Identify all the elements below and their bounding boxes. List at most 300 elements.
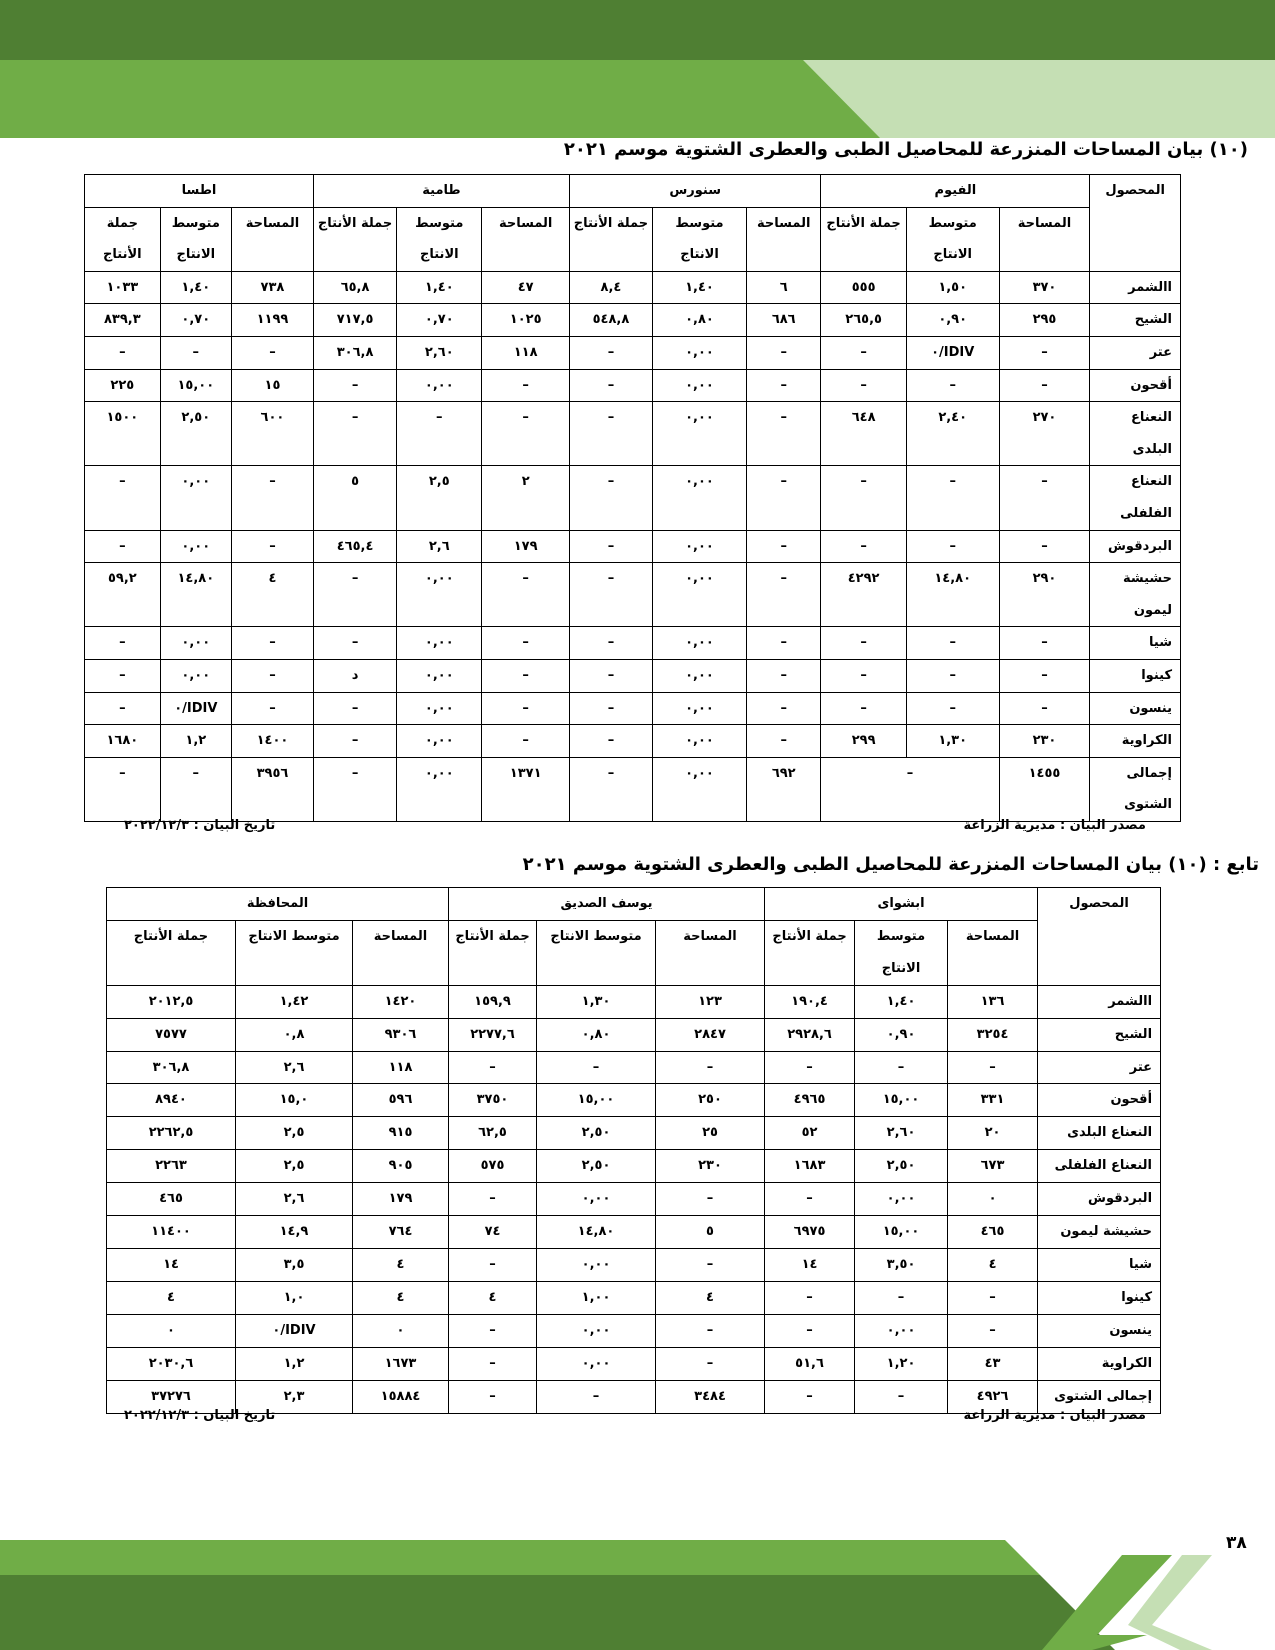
- table-cell-merged: –: [821, 757, 999, 821]
- table-cell: ٢,٦: [236, 1183, 353, 1216]
- table-row: [107, 985, 1161, 1018]
- table-cell: ٠,٠٠: [855, 1314, 948, 1347]
- table-cell: ٠,٠٠: [160, 659, 231, 692]
- table-cell: ٩٠٥: [353, 1150, 449, 1183]
- table-cell: ١٤,٨٠: [537, 1216, 656, 1249]
- table1: [84, 174, 1181, 822]
- table-cell: ٣٢٥٤: [948, 1018, 1038, 1051]
- table-cell: ٢: [482, 466, 569, 530]
- table-cell: –: [746, 402, 821, 466]
- table-row: [85, 530, 1181, 563]
- table2-subheader: متوسط الانتاج: [537, 920, 656, 985]
- table-cell: ٤٢٩٢: [821, 563, 906, 627]
- table-cell: –: [906, 530, 999, 563]
- table-cell: –: [85, 627, 161, 660]
- table-cell: –: [746, 530, 821, 563]
- table-cell: –: [313, 369, 396, 402]
- table-cell: ٦٧٣: [948, 1150, 1038, 1183]
- table2-subheader-row: [107, 920, 1161, 985]
- table-cell: ٢٢٦٢,٥: [107, 1117, 236, 1150]
- table-cell: ٠,٠٠: [653, 402, 747, 466]
- table-cell: ٢٢٦٣: [107, 1150, 236, 1183]
- table-cell: ٥٩٦: [353, 1084, 449, 1117]
- crop-name: الكراوية: [1090, 725, 1181, 758]
- crop-name: ينسون: [1090, 692, 1181, 725]
- table-row: [107, 1084, 1161, 1117]
- table-cell: ١,٣٠: [537, 985, 656, 1018]
- table2-crop-header: المحصول: [1038, 888, 1161, 986]
- table2-subheader: جملة الأنتاج: [449, 920, 537, 985]
- table-cell: ٢,٥٠: [855, 1150, 948, 1183]
- table-cell: ١٣٧١: [482, 757, 569, 821]
- crop-name: حشيشة ليمون: [1090, 563, 1181, 627]
- crop-name: ينسون: [1038, 1314, 1161, 1347]
- table-cell: –: [821, 336, 906, 369]
- table-cell: –: [765, 1051, 855, 1084]
- table-cell: ١٩٠,٤: [765, 985, 855, 1018]
- table-cell: –: [482, 659, 569, 692]
- table-cell: ١٦٨٠: [85, 725, 161, 758]
- table-cell: –: [821, 692, 906, 725]
- table-cell: ٢٢٥: [85, 369, 161, 402]
- table-cell: –: [313, 627, 396, 660]
- table-cell: ٠,٠٠: [397, 725, 482, 758]
- table-cell: ٠,٠٠: [653, 369, 747, 402]
- table-cell: –: [231, 336, 313, 369]
- table1-subheader: المساحة: [231, 207, 313, 271]
- table-cell: ٥٩,٢: [85, 563, 161, 627]
- table-cell: –: [160, 757, 231, 821]
- table-cell: ٥٥٥: [821, 271, 906, 304]
- crop-name: االشمر: [1090, 271, 1181, 304]
- table-cell: ٥٢: [765, 1117, 855, 1150]
- table-cell: ١٤,٨٠: [160, 563, 231, 627]
- table-cell: ٧٣٨: [231, 271, 313, 304]
- table-cell: –: [313, 402, 396, 466]
- table-row: [85, 692, 1181, 725]
- table-cell: –: [537, 1380, 656, 1413]
- table-cell: ٦٠٠: [231, 402, 313, 466]
- table-cell: ٢٧٠: [999, 402, 1090, 466]
- table-cell: –: [313, 757, 396, 821]
- table-cell: ٢٩٥: [999, 304, 1090, 337]
- table-cell: –: [746, 659, 821, 692]
- table-cell: ٦٤٨: [821, 402, 906, 466]
- table-row: [107, 1248, 1161, 1281]
- crop-name: أقحون: [1038, 1084, 1161, 1117]
- table1-subheader: متوسط الانتاج: [906, 207, 999, 271]
- table-cell: ١٥,٠٠: [855, 1216, 948, 1249]
- table-cell: ١,٥٠: [906, 271, 999, 304]
- table-cell: ٦٢,٥: [449, 1117, 537, 1150]
- table1-subheader: متوسط الانتاج: [397, 207, 482, 271]
- table-cell: –: [999, 466, 1090, 530]
- table-cell: ٣٧٠: [999, 271, 1090, 304]
- table1-subheader: جملة الأنتاج: [569, 207, 652, 271]
- table-cell: –: [999, 369, 1090, 402]
- table-cell: –: [569, 369, 652, 402]
- table-cell: ٢,٥٠: [537, 1117, 656, 1150]
- table-cell: ١,٢٠: [855, 1347, 948, 1380]
- table-cell: –: [821, 627, 906, 660]
- table-cell: –: [821, 530, 906, 563]
- table-cell: ٣,٥: [236, 1248, 353, 1281]
- table-cell: ٠,٧٠: [160, 304, 231, 337]
- table-cell: ٠,٨: [236, 1018, 353, 1051]
- table-cell: –: [537, 1051, 656, 1084]
- table-cell: ٤: [353, 1248, 449, 1281]
- table-cell: ٣٧٥٠: [449, 1084, 537, 1117]
- table-row: [107, 1281, 1161, 1314]
- table-cell: –: [746, 336, 821, 369]
- table-cell: ٠: [353, 1314, 449, 1347]
- table-cell: ٢٥: [656, 1117, 765, 1150]
- table-cell: ٠,٠٠: [653, 530, 747, 563]
- table-row: [85, 402, 1181, 466]
- table-cell: ٨٣٩,٣: [85, 304, 161, 337]
- table-cell: –: [999, 692, 1090, 725]
- table-cell: –: [397, 402, 482, 466]
- table1-region-tamiya: طامية: [313, 175, 569, 208]
- table2-date: تاريخ البيان : ٢٠٢٢/١٢/٣: [124, 1408, 276, 1423]
- table-cell: ٢,٥: [397, 466, 482, 530]
- table-cell: –: [906, 692, 999, 725]
- table-cell: ٠,٠٠: [160, 530, 231, 563]
- table-cell: ٤٩٢٦: [948, 1380, 1038, 1413]
- table-cell: –: [906, 466, 999, 530]
- crop-name: االشمر: [1038, 985, 1161, 1018]
- table-cell: –: [569, 563, 652, 627]
- table-cell: –: [821, 369, 906, 402]
- table-cell: –: [656, 1183, 765, 1216]
- table-cell: ١,٤٠: [653, 271, 747, 304]
- table-cell: ٠,٠٠: [653, 563, 747, 627]
- table-cell: –: [569, 692, 652, 725]
- table1-subheader: متوسط الانتاج: [160, 207, 231, 271]
- table-cell: –: [482, 369, 569, 402]
- table-cell: –: [746, 369, 821, 402]
- crop-name: شيا: [1090, 627, 1181, 660]
- table-cell: –: [999, 530, 1090, 563]
- table-cell: ٠,٠٠: [537, 1248, 656, 1281]
- table-cell: –: [313, 563, 396, 627]
- table-cell: ٣٠٦,٨: [313, 336, 396, 369]
- table-cell: ٠: [107, 1314, 236, 1347]
- table2-subheader: جملة الأنتاج: [107, 920, 236, 985]
- table2-region-yusuf-elseddik: يوسف الصديق: [449, 888, 765, 921]
- table-cell: –: [821, 466, 906, 530]
- table-cell: ٥٧٥: [449, 1150, 537, 1183]
- table-cell: ٣٠٦,٨: [107, 1051, 236, 1084]
- crop-name: عتر: [1090, 336, 1181, 369]
- table2-subheader: متوسط الانتاج: [236, 920, 353, 985]
- table-cell: –: [85, 466, 161, 530]
- table-cell: ١٤: [107, 1248, 236, 1281]
- table-row: [107, 1051, 1161, 1084]
- table-cell: ١٥٨٨٤: [353, 1380, 449, 1413]
- table-cell: ٧٥٧٧: [107, 1018, 236, 1051]
- table1-subheader: جملة الأنتاج: [85, 207, 161, 271]
- table-cell: –: [569, 659, 652, 692]
- table-cell: IDIV/٠: [160, 692, 231, 725]
- table-cell: ١,٢: [236, 1347, 353, 1380]
- table-cell: ١٥,٠٠: [160, 369, 231, 402]
- crop-name: كينوا: [1090, 659, 1181, 692]
- table-cell: ٣,٥٠: [855, 1248, 948, 1281]
- table-cell: ٢,٤٠: [906, 402, 999, 466]
- table-cell: ١٤٠٠: [231, 725, 313, 758]
- table-cell: ٢,٥٠: [537, 1150, 656, 1183]
- table-cell: ٠,٠٠: [397, 369, 482, 402]
- table2-subheader: المساحة: [656, 920, 765, 985]
- table-cell: ١١٤٠٠: [107, 1216, 236, 1249]
- crop-name: البردقوش: [1090, 530, 1181, 563]
- table-cell: ٠,٠٠: [653, 627, 747, 660]
- table-cell: –: [948, 1281, 1038, 1314]
- table-cell: ١٠٣٣: [85, 271, 161, 304]
- table-cell: ٦٨٦: [746, 304, 821, 337]
- table-cell: –: [85, 659, 161, 692]
- table-row: [107, 1183, 1161, 1216]
- table-cell: ٢٣٠: [999, 725, 1090, 758]
- table1-title: (١٠) بيان المساحات المنزرعة للمحاصيل الطبى والعطرى الشتوية موسم ٢٠٢١: [563, 139, 1248, 160]
- table-cell: ١٤٥٥: [999, 757, 1090, 821]
- table-row: [85, 725, 1181, 758]
- table-cell: –: [449, 1314, 537, 1347]
- table-cell: –: [656, 1248, 765, 1281]
- table-cell: –: [85, 530, 161, 563]
- table-cell: –: [746, 563, 821, 627]
- table-row: [107, 1117, 1161, 1150]
- table-cell: ١١٨: [482, 336, 569, 369]
- table-cell: ٥: [313, 466, 396, 530]
- table-cell: ١٧٩: [353, 1183, 449, 1216]
- table-cell: ٠,٠٠: [397, 627, 482, 660]
- table-cell: ١٥٠٠: [85, 402, 161, 466]
- table-cell: ٠,٠٠: [537, 1314, 656, 1347]
- table-cell: –: [449, 1380, 537, 1413]
- table-row: [85, 369, 1181, 402]
- table-cell: –: [855, 1281, 948, 1314]
- table-cell: ١,٣٠: [906, 725, 999, 758]
- table-cell: –: [85, 336, 161, 369]
- table-cell: –: [569, 757, 652, 821]
- table-cell: ١٣٦: [948, 985, 1038, 1018]
- header-mid-band: [0, 60, 880, 138]
- table-cell: ٤٧: [482, 271, 569, 304]
- table-cell: –: [313, 692, 396, 725]
- table-cell: ٠,٠٠: [653, 659, 747, 692]
- crop-name: البردقوش: [1038, 1183, 1161, 1216]
- table-cell: –: [765, 1314, 855, 1347]
- table-cell: ٢٠٣٠,٦: [107, 1347, 236, 1380]
- table-cell: –: [746, 692, 821, 725]
- table-cell: ٥٤٨,٨: [569, 304, 652, 337]
- table-cell: –: [746, 466, 821, 530]
- table-cell: ٨٩٤٠: [107, 1084, 236, 1117]
- table2-subheader: متوسط الانتاج: [855, 920, 948, 985]
- table-cell: ١,٤٠: [397, 271, 482, 304]
- table-cell: –: [948, 1314, 1038, 1347]
- table-cell: ٢,٦: [236, 1051, 353, 1084]
- crop-name: الشيح: [1090, 304, 1181, 337]
- table-cell: –: [656, 1051, 765, 1084]
- table-cell: IDIV/٠: [906, 336, 999, 369]
- table-cell: ٣٣١: [948, 1084, 1038, 1117]
- table-cell: ٢٩٢٨,٦: [765, 1018, 855, 1051]
- table-cell: ١٤,٨٠: [906, 563, 999, 627]
- table-cell: –: [746, 627, 821, 660]
- table-cell: ١٦٨٣: [765, 1150, 855, 1183]
- table-cell: –: [948, 1051, 1038, 1084]
- table-cell: –: [160, 336, 231, 369]
- table1-subheader: جملة الأنتاج: [313, 207, 396, 271]
- table-cell: ٢٣٠: [656, 1150, 765, 1183]
- table-cell: ٤: [656, 1281, 765, 1314]
- table-cell: –: [656, 1314, 765, 1347]
- table-cell: ٠,٠٠: [397, 692, 482, 725]
- table-cell: ١,٢: [160, 725, 231, 758]
- table-cell: د: [313, 659, 396, 692]
- table-cell: ٥١,٦: [765, 1347, 855, 1380]
- table-cell: –: [765, 1380, 855, 1413]
- table-cell: –: [482, 725, 569, 758]
- table-cell: ٧٦٤: [353, 1216, 449, 1249]
- table-cell: ٢٦٥,٥: [821, 304, 906, 337]
- table-cell: ١٢٣: [656, 985, 765, 1018]
- table-cell: –: [482, 402, 569, 466]
- footer-banner: [0, 1535, 1275, 1650]
- table-cell: ٣٤٨٤: [656, 1380, 765, 1413]
- table-cell: ٢٩٠: [999, 563, 1090, 627]
- table-cell: ١,٤٠: [855, 985, 948, 1018]
- table-cell: ٠: [948, 1183, 1038, 1216]
- table-cell: ٤: [353, 1281, 449, 1314]
- table-cell: ٦٥,٨: [313, 271, 396, 304]
- table-cell: ١٥: [231, 369, 313, 402]
- table-cell: ٤٦٥: [948, 1216, 1038, 1249]
- table-cell: –: [85, 757, 161, 821]
- table-cell: ٩١٥: [353, 1117, 449, 1150]
- table-row: [85, 304, 1181, 337]
- table-cell: ١٤: [765, 1248, 855, 1281]
- crop-name: النعناع الفلفلى: [1038, 1150, 1161, 1183]
- table-cell: ١,٤٠: [160, 271, 231, 304]
- table-cell: ٢٢٧٧,٦: [449, 1018, 537, 1051]
- table-cell: ١٧٩: [482, 530, 569, 563]
- table-cell: ٠,٨٠: [537, 1018, 656, 1051]
- table2-subheader: المساحة: [353, 920, 449, 985]
- table-row: [107, 1216, 1161, 1249]
- table-cell: –: [569, 402, 652, 466]
- table-cell: –: [482, 627, 569, 660]
- table-cell: –: [449, 1183, 537, 1216]
- table-row: [107, 1018, 1161, 1051]
- crop-name: شيا: [1038, 1248, 1161, 1281]
- table2-subheader: جملة الأنتاج: [765, 920, 855, 985]
- crop-name: النعناع البلدى: [1038, 1117, 1161, 1150]
- table-cell: ٤٦٥,٤: [313, 530, 396, 563]
- crop-name: أقحون: [1090, 369, 1181, 402]
- table-row: [107, 1314, 1161, 1347]
- table-cell: –: [906, 659, 999, 692]
- table-cell: ٣٧٢٧٦: [107, 1380, 236, 1413]
- table-cell: ١٠٢٥: [482, 304, 569, 337]
- table-cell: ١,٠: [236, 1281, 353, 1314]
- table-cell: –: [569, 725, 652, 758]
- table1-subheader-row: [85, 207, 1181, 271]
- table-cell: –: [855, 1380, 948, 1413]
- table-cell: ٠,٩٠: [906, 304, 999, 337]
- table-cell: –: [449, 1248, 537, 1281]
- table-cell: ٤: [948, 1248, 1038, 1281]
- table-cell: ٧٤: [449, 1216, 537, 1249]
- crop-name: إجمالى الشتوى: [1038, 1380, 1161, 1413]
- table-cell: –: [999, 336, 1090, 369]
- table1-subheader: متوسط الانتاج: [653, 207, 747, 271]
- table-cell: ٢,٦٠: [855, 1117, 948, 1150]
- table1-subheader: المساحة: [999, 207, 1090, 271]
- table-cell: –: [313, 725, 396, 758]
- table-cell: –: [656, 1347, 765, 1380]
- table-cell: ١٤٢٠: [353, 985, 449, 1018]
- table1-subheader: المساحة: [482, 207, 569, 271]
- table-cell: ٧١٧,٥: [313, 304, 396, 337]
- table-cell: ٢٠١٢,٥: [107, 985, 236, 1018]
- table-cell: ٢,٥٠: [160, 402, 231, 466]
- table-cell: –: [482, 563, 569, 627]
- table-cell: ٠,٠٠: [653, 336, 747, 369]
- table1-subheader: المساحة: [746, 207, 821, 271]
- table-cell: –: [855, 1051, 948, 1084]
- table-cell: ٠,٠٠: [397, 757, 482, 821]
- table1-subheader: جملة الأنتاج: [821, 207, 906, 271]
- table-cell: –: [821, 659, 906, 692]
- table2-source: مصدر البيان : مديرية الزراعة: [963, 1408, 1146, 1423]
- table-cell: –: [569, 627, 652, 660]
- table-cell: ٠,٠٠: [537, 1347, 656, 1380]
- table-cell: ٦٩٢: [746, 757, 821, 821]
- table-cell: ٤: [231, 563, 313, 627]
- table2-subheader: المساحة: [948, 920, 1038, 985]
- table-cell: –: [449, 1051, 537, 1084]
- table-row: [85, 627, 1181, 660]
- table-cell: ٢٠: [948, 1117, 1038, 1150]
- table-row: [85, 271, 1181, 304]
- page-number: ٣٨: [1226, 1533, 1247, 1553]
- crop-name: النعناع الفلفلى: [1090, 466, 1181, 530]
- table-cell: ٠,٠٠: [855, 1183, 948, 1216]
- crop-name: كينوا: [1038, 1281, 1161, 1314]
- table-cell: –: [231, 627, 313, 660]
- table1-crop-header: المحصول: [1090, 175, 1181, 272]
- table-cell: ٦٩٧٥: [765, 1216, 855, 1249]
- table-cell: –: [449, 1347, 537, 1380]
- table-cell: ٥: [656, 1216, 765, 1249]
- table-cell: ٢٥٠: [656, 1084, 765, 1117]
- total-row: [85, 757, 1181, 821]
- table-cell: ٢,٥: [236, 1150, 353, 1183]
- table-cell: ١٥,٠٠: [537, 1084, 656, 1117]
- table-cell: –: [231, 659, 313, 692]
- table-cell: ٠,٠٠: [397, 659, 482, 692]
- table-cell: ٢,٣: [236, 1380, 353, 1413]
- table-cell: ١,٤٢: [236, 985, 353, 1018]
- table-row: [107, 1347, 1161, 1380]
- header-dark-band: [0, 0, 1275, 60]
- table-cell: –: [765, 1183, 855, 1216]
- table-cell: –: [906, 369, 999, 402]
